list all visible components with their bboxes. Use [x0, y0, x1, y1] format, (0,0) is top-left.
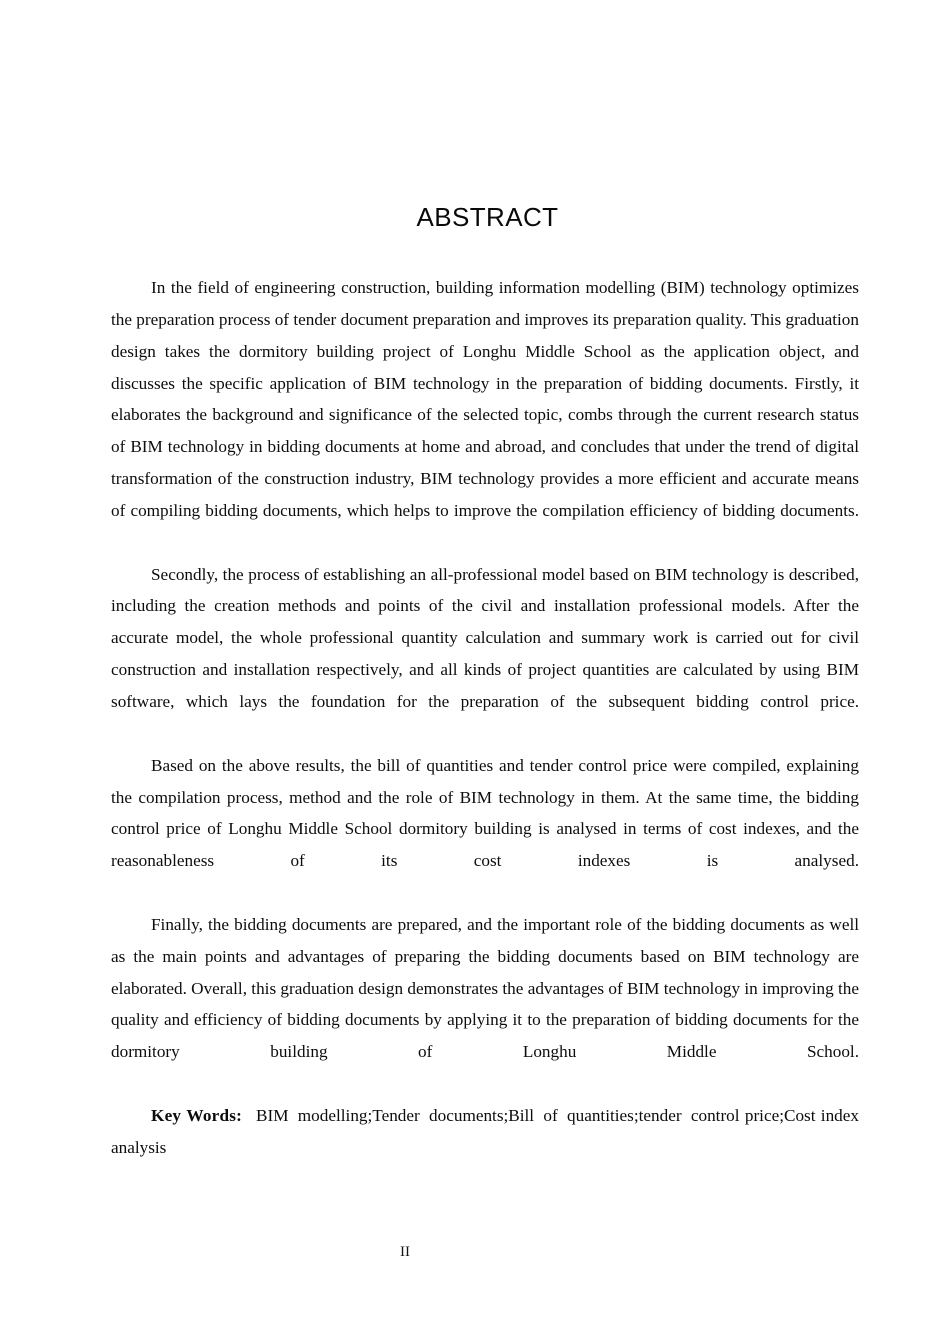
- abstract-body: [111, 272, 859, 1195]
- footer-page-number: II: [400, 1244, 410, 1260]
- page-title: ABSTRACT: [416, 202, 559, 232]
- abstract-paragraph-4: Finally, the bidding documents are prepared, and the important role of the bidding documents as well as the main points and advantages of preparing the bidding documents based on BIM technology are elaborated. Overall, this graduation design demonstrates the advantages of BIM technology in improving the quality and efficiency of bidding documents by applying it to the preparation of bidding documents for the dormitory building of Longhu Middle School.: [111, 914, 859, 1062]
- keywords-paragraph: [111, 1100, 859, 1196]
- abstract-paragraph-2: Secondly, the process of establishing an all-professional model based on BIM technology is described, including the creation methods and points of the civil and installation professional models. After the accurate model, the whole professional quantity calculation and summary work is carried out for civil construction and installation respectively, and all kinds of project quantities are calculated by using BIM software, which lays the foundation for the preparation of the subsequent bidding control price.: [111, 564, 859, 711]
- keywords-label: Key Words:: [151, 1105, 243, 1125]
- abstract-paragraph-1: In the field of engineering construction, building information modelling (BIM) technology optimizes the preparation process of tender document preparation and improves its preparation quality. This graduation design takes the dormitory building project of Longhu Middle School as the application object, and discusses the specific application of BIM technology in the preparation of bidding documents. Firstly, it elaborates the background and significance of the selected topic, combs through the current research status of BIM technology in bidding documents at home and abroad, and concludes that under the trend of digital transformation of the construction industry, BIM technology provides a more efficient and accurate means of compiling bidding documents, which helps to improve the compilation efficiency of bidding documents.: [111, 278, 859, 520]
- keywords-value-line-2: price;Cost index analysis: [111, 1105, 859, 1157]
- keywords-value-line-1: BIM modelling;Tender documents;Bill of quantities;tender control: [256, 1105, 740, 1125]
- abstract-paragraph-3: Based on the above results, the bill of quantities and tender control price were compiled, explaining the compilation process, method and the role of BIM technology in them. At the same time, the bidding control price of Longhu Middle School dormitory building is analysed in terms of cost indexes, and the reasonableness of its cost indexes is analysed.: [111, 755, 859, 871]
